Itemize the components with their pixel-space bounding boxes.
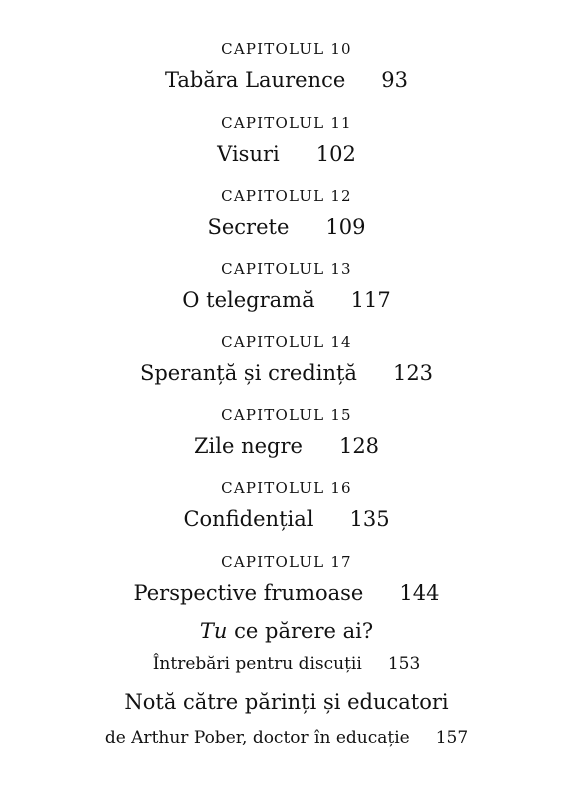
page-number: 109 — [325, 215, 366, 239]
toc-entry[interactable] — [0, 581, 573, 605]
chapter-label: CAPITOLUL 14 — [221, 333, 352, 351]
page-number: 123 — [392, 361, 434, 385]
toc-entry[interactable] — [0, 361, 573, 385]
chapter-label: CAPITOLUL 10 — [221, 40, 352, 58]
chapter-title: Tabăra Laurence — [165, 68, 346, 92]
chapter-label: CAPITOLUL 15 — [221, 406, 352, 424]
toc-entry[interactable] — [0, 142, 573, 166]
toc-entry[interactable] — [0, 507, 573, 531]
page-number: 128 — [338, 434, 380, 458]
toc-entry[interactable] — [0, 654, 573, 674]
chapter-title: Speranță și credință — [139, 361, 357, 385]
chapter-title: Visuri — [217, 142, 280, 166]
chapter-label: CAPITOLUL 11 — [221, 114, 352, 132]
note-author: de Arthur Pober, doctor în educație — [104, 728, 410, 748]
toc-entry[interactable] — [0, 728, 573, 748]
chapter-label: CAPITOLUL 16 — [221, 479, 352, 497]
page-number: 102 — [315, 142, 356, 166]
toc-entry[interactable] — [0, 288, 573, 312]
discussion-heading-italic: Tu — [199, 619, 228, 643]
chapter-title: Secrete — [207, 215, 290, 239]
chapter-title: Zile negre — [193, 434, 303, 458]
chapter-title: O telegramă — [182, 288, 315, 312]
note-title[interactable]: Notă către părinți și educatori — [124, 690, 449, 714]
chapter-label: CAPITOLUL 12 — [221, 187, 352, 205]
chapter-label: CAPITOLUL 13 — [221, 260, 352, 278]
page-number: 144 — [399, 581, 440, 605]
chapter-label: CAPITOLUL 17 — [221, 553, 352, 571]
page-number: 117 — [350, 288, 391, 312]
chapter-title: Confidențial — [183, 507, 314, 531]
page-number: 135 — [349, 507, 390, 531]
discussion-heading-rest: ce părere ai? — [227, 619, 374, 643]
page-number: 157 — [435, 728, 469, 748]
toc-entry[interactable] — [0, 434, 573, 458]
toc-entry[interactable] — [0, 68, 573, 92]
discussion-heading — [0, 619, 573, 643]
chapter-title: Perspective frumoase — [133, 581, 364, 605]
discussion-subtitle: Întrebări pentru discuții — [152, 654, 362, 674]
page-number: 153 — [387, 654, 421, 674]
toc-entry[interactable] — [0, 215, 573, 239]
page-number: 93 — [381, 68, 408, 92]
